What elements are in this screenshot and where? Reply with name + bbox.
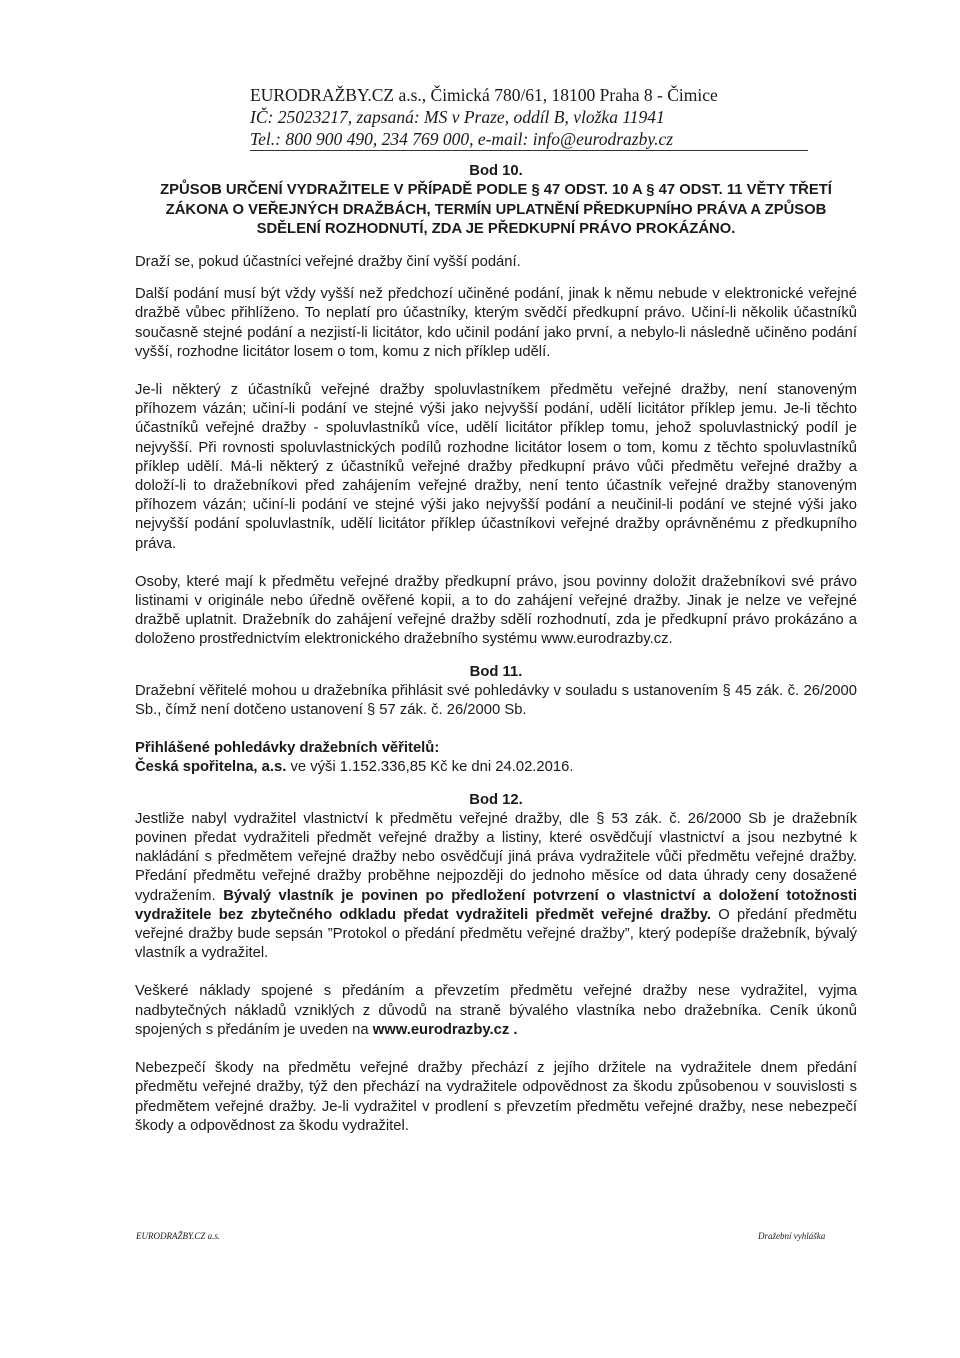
bod10-heading: ZPŮSOB URČENÍ VYDRAŽITELE V PŘÍPADĚ PODLE § 47 ODST. 10 A § 47 ODST. 11 VĚTY TŘETÍ ZÁKONA O VEŘEJNÝCH DRAŽBÁCH, TERMÍN UPLATNĚNÍ PŘEDKUPNÍHO PRÁVA A ZPŮSOB SDĚLENÍ ROZHODNUTÍ, ZDA JE PŘEDKUPNÍ PRÁVO PROKÁZÁNO. bbox=[160, 182, 832, 238]
bod12-p2-end: . bbox=[509, 1021, 518, 1038]
bod12-p1-bold: Bývalý vlastník je povinen po předložení potvrzení o vlastnictví a doložení totožnosti vydražitele bez zbytečného odkladu předat vydražiteli předmět veřejné dražby. bbox=[135, 887, 857, 923]
bod10-paragraph-2: Další podání musí být vždy vyšší než předchozí učiněné podání, jinak k němu nebude v elektronické veřejné dražbě vůbec přihlíženo. To neplatí pro účastníky, kterým svědčí předkupní právo. Učiní-li několik účastníků současně stejné podání a nezjistí-li licitátor, kdo učinil podání jako první, a nebylo-li následně učiněno podání vyšší, rozhodne licitátor losem o tom, komu z nich příklep udělí. bbox=[135, 286, 857, 360]
bod12-p1-text: Jestliže nabyl vydražitel vlastnictví k předmětu veřejné dražby, dle § 53 zák. č. 26/2000 Sb je dražebník povinen předat vydražiteli předmět veřejné dražby a listiny, které osvědčují vlastnictví a jsou nezbytné k nakládání s předmětem veřejné dražby nebo osvědčují jiná práva vydražitele vůči předmětu veřejné dražby. Předání předmětu veřejné dražby proběhne nejpozději do jednoho měsíce od data úhrady ceny dosažené vydražením. bbox=[135, 810, 857, 904]
bod10-paragraph-1: Draží se, pokud účastníci veřejné dražby činí vyšší podání. bbox=[135, 253, 521, 270]
bod10-paragraph-4: Osoby, které mají k předmětu veřejné dražby předkupní právo, jsou povinny doložit dražebníkovi své právo listinami v originále nebo úředně ověřené kopii, a to do zahájení veřejné dražby. Jinak je nelze ve veřejné dražbě uplatnit. Dražebník do zahájení veřejné dražby sdělí rozhodnutí, zda je předkupní právo prokázáno a doloženo prostřednictvím elektronického dražebního systému www.eurodrazby.cz. bbox=[135, 573, 857, 648]
footer-doc-title: Dražební vyhláška bbox=[758, 1231, 826, 1241]
creditor-name: Česká spořitelna, a.s. bbox=[135, 759, 287, 776]
letterhead-company: EURODRAŽBY.CZ a.s., Čimická 780/61, 18100 Praha 8 - Čimice bbox=[250, 85, 718, 105]
bod12-paragraph-1 bbox=[135, 810, 857, 964]
bod11-paragraph-1: Dražební věřitelé mohou u dražebníka přihlásit své pohledávky v souladu s ustanovením § 45 zák. č. 26/2000 Sb., čímž není dotčeno ustanovení § 57 zák. č. 26/2000 Sb. bbox=[135, 682, 857, 719]
letterhead-divider bbox=[250, 150, 808, 151]
creditor-amount: ve výši 1.152.336,85 Kč ke dni 24.02.2016. bbox=[286, 759, 574, 776]
bod12-title: Bod 12. bbox=[469, 791, 523, 808]
document-body bbox=[135, 162, 857, 1136]
bod12-paragraph-2 bbox=[135, 982, 857, 1040]
letterhead-registration: IČ: 25023217, zapsaná: MS v Praze, oddíl B, vložka 11941 bbox=[250, 107, 665, 127]
claim-row bbox=[135, 758, 857, 777]
bod12-paragraph-3: Nebezpečí škody na předmětu veřejné dražby přechází z jejího držitele na vydražitele dnem předání předmětu veřejné dražby, týž den přechází na vydražitele odpovědnost za škodu způsobenou v souvislosti s předmětem veřejné dražby. Je-li vydražitel v prodlení s převzetím předmětu veřejné dražby, nese nebezpečí škody a odpovědnost za škodu vydražitel. bbox=[135, 1060, 857, 1134]
letterhead-contact: Tel.: 800 900 490, 234 769 000, e-mail: info@eurodrazby.cz bbox=[250, 129, 674, 149]
bod10-title: Bod 10. bbox=[469, 163, 523, 179]
bod11-title: Bod 11. bbox=[469, 663, 523, 680]
footer-company: EURODRAŽBY.CZ a.s. bbox=[136, 1231, 221, 1241]
bod10-paragraph-3: Je-li některý z účastníků veřejné dražby spoluvlastníkem předmětu veřejné dražby, není stanoveným příhozem vázán; učiní-li podání ve stejné výši jako nejvyšší podání, udělí licitátor příklep jemu. Je-li těchto účastníků veřejné dražby - spoluvlastníků více, udělí licitátor příklep tomu, jehož spoluvlastnický podíl je nejvyšší. Při rovnosti spoluvlastnických podílů rozhodne licitátor losem o tom, komu z těchto spoluvlastníků příklep udělí. Má-li některý z účastníků veřejné dražby předkupní právo vůči předmětu veřejné dražby a doloží-li to dražebníkovi před zahájením veřejné dražby, není tento účastník veřejné dražby stanoveným příhozem vázán; učiní-li podání ve stejné výši jako nejvyšší podání a neučinil-li podání ve stejné výši jako nejvyšší podání spoluvlastník, udělí licitátor příklep účastníkovi veřejné dražby oprávněnému z předkupního práva. bbox=[135, 382, 857, 552]
claims-heading: Přihlášené pohledávky dražebních věřitelů: bbox=[135, 740, 440, 757]
bod12-p2-text: Veškeré náklady spojené s předáním a převzetím předmětu veřejné dražby nese vydražitel, vyjma nadbytečných nákladů vzniklých z důvodů na straně bývalého vlastníka nebo dražebníka. Ceník úkonů spojených s předáním je uveden na bbox=[135, 983, 857, 1038]
eurodrazby-link: www.eurodrazby.cz bbox=[372, 1021, 510, 1038]
bod12-p1-end: O předání předmětu veřejné dražby bude sepsán ”Protokol o předání předmětu veřejné dražby”, který podepíše dražebník, bývalý vlastník a vydražitel. bbox=[135, 906, 857, 962]
letterhead bbox=[250, 84, 810, 150]
